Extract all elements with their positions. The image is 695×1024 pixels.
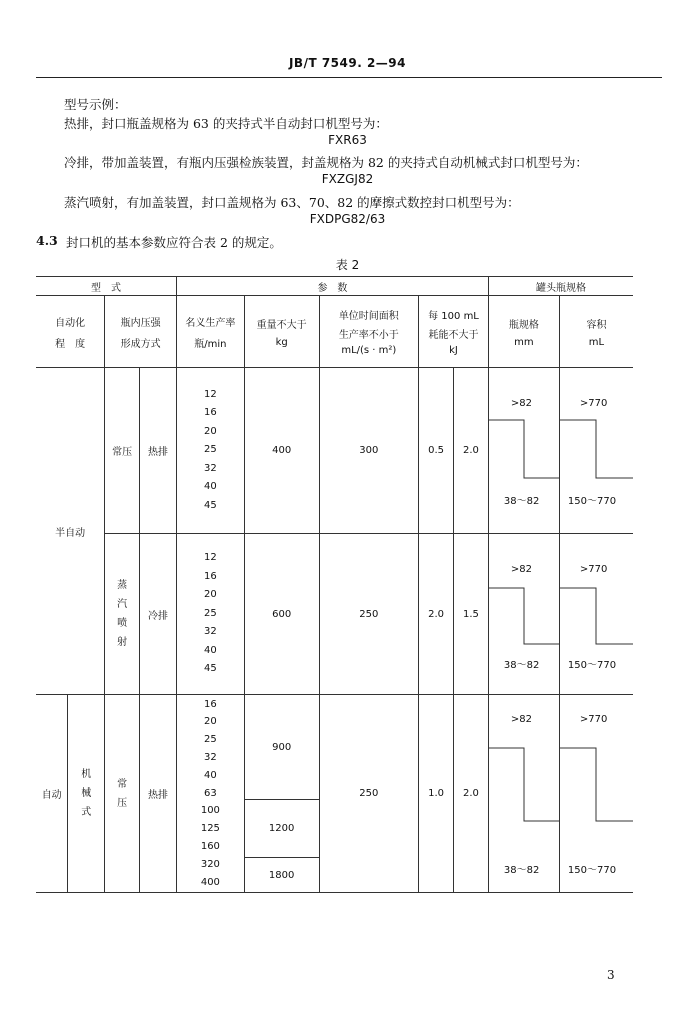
pressure-header: 瓶内压强 形成方式 xyxy=(105,296,177,368)
mass-cell: 900 1200 1800 xyxy=(244,695,319,893)
energy-b-cell: 1.5 xyxy=(454,534,489,695)
rate-cell: 12 16 20 25 32 40 45 xyxy=(176,534,244,695)
clause-text: 封口机的基本参数应符合表 2 的规定。 xyxy=(66,235,282,250)
capacity-cell: >770 150～770 xyxy=(559,368,633,534)
unit-rate-cell: 250 xyxy=(319,534,419,695)
example-1-desc: 热排，封口瓶盖规格为 63 的夹持式半自动封口机型号为： xyxy=(64,116,388,131)
table-caption: 表 2 xyxy=(335,258,360,272)
table-row xyxy=(36,534,633,695)
example-3-desc: 蒸汽喷射，有加盖装置，封口盖规格为 63、70、82 的摩擦式数控封口机型号为： xyxy=(64,195,520,210)
mass-cell: 600 xyxy=(244,534,319,695)
auto-label: 自动 xyxy=(36,695,68,893)
mechanical-label: 机械式 xyxy=(68,695,105,893)
energy-a-cell: 2.0 xyxy=(419,534,454,695)
example-2-model: FXZGJ82 xyxy=(321,172,374,186)
rate-header: 名义生产率 瓶/min xyxy=(176,296,244,368)
pressure-sub-cell: 热排 xyxy=(140,368,177,534)
pressure-sub-cell: 冷排 xyxy=(140,534,177,695)
pressure-main-cell: 常压 xyxy=(105,368,140,534)
pressure-sub-cell: 热排 xyxy=(140,695,177,893)
mass-cell: 400 xyxy=(244,368,319,534)
capacity-header: 容积 mL xyxy=(559,296,633,368)
automation-header: 自动化 程 度 xyxy=(36,296,105,368)
table-column-header-row xyxy=(36,296,633,368)
example-2-desc: 冷排，带加盖装置，有瓶内压强检族装置，封盖规格为 82 的夹持式自动机械式封口机型号为： xyxy=(64,155,588,170)
capacity-cell: >770 150～770 xyxy=(559,534,633,695)
type-group-header: 型 式 xyxy=(36,277,176,296)
bottle-spec-header: 瓶规格 mm xyxy=(488,296,559,368)
unit-rate-header: 单位时间面积 生产率不小于 mL/(s · m²) xyxy=(319,296,419,368)
bottle-group-header: 罐头瓶规格 xyxy=(488,277,633,296)
table-row xyxy=(36,695,633,893)
step-line-icon xyxy=(489,368,559,533)
step-line-icon xyxy=(560,368,633,533)
parameter-table xyxy=(36,276,633,893)
energy-b-cell: 2.0 xyxy=(454,695,489,893)
mass-header: 重量不大于 kg xyxy=(244,296,319,368)
header-rule xyxy=(36,77,662,78)
energy-b-cell: 2.0 xyxy=(454,368,489,534)
rate-cell: 12 16 20 25 32 40 45 xyxy=(176,368,244,534)
energy-a-cell: 1.0 xyxy=(419,695,454,893)
semi-auto-label: 半自动 xyxy=(36,368,105,695)
energy-header: 每 100 mL 耗能不大于 kJ xyxy=(419,296,489,368)
standard-number: JB/T 7549. 2—94 xyxy=(288,56,407,70)
examples-heading: 型号示例： xyxy=(64,97,127,112)
pressure-main-cell: 蒸汽喷射 xyxy=(105,534,140,695)
capacity-cell: >770 150～770 xyxy=(559,695,633,893)
pressure-main-cell: 常压 xyxy=(105,695,140,893)
bottle-spec-cell: >82 38～82 xyxy=(488,368,559,534)
unit-rate-cell: 300 xyxy=(319,368,419,534)
rate-cell: 16 20 25 32 40 63 100 125 160 320 400 xyxy=(176,695,244,893)
page-number: 3 xyxy=(607,968,615,982)
bottle-spec-cell: >82 38～82 xyxy=(488,695,559,893)
unit-rate-cell: 250 xyxy=(319,695,419,893)
example-1-model: FXR63 xyxy=(328,133,367,147)
energy-a-cell: 0.5 xyxy=(419,368,454,534)
clause-number: 4.3 xyxy=(36,233,58,248)
table-group-header-row xyxy=(36,277,633,296)
params-group-header: 参 数 xyxy=(176,277,488,296)
table-row xyxy=(36,368,633,534)
bottle-spec-cell: >82 38～82 xyxy=(488,534,559,695)
example-3-model: FXDPG82/63 xyxy=(309,212,386,226)
